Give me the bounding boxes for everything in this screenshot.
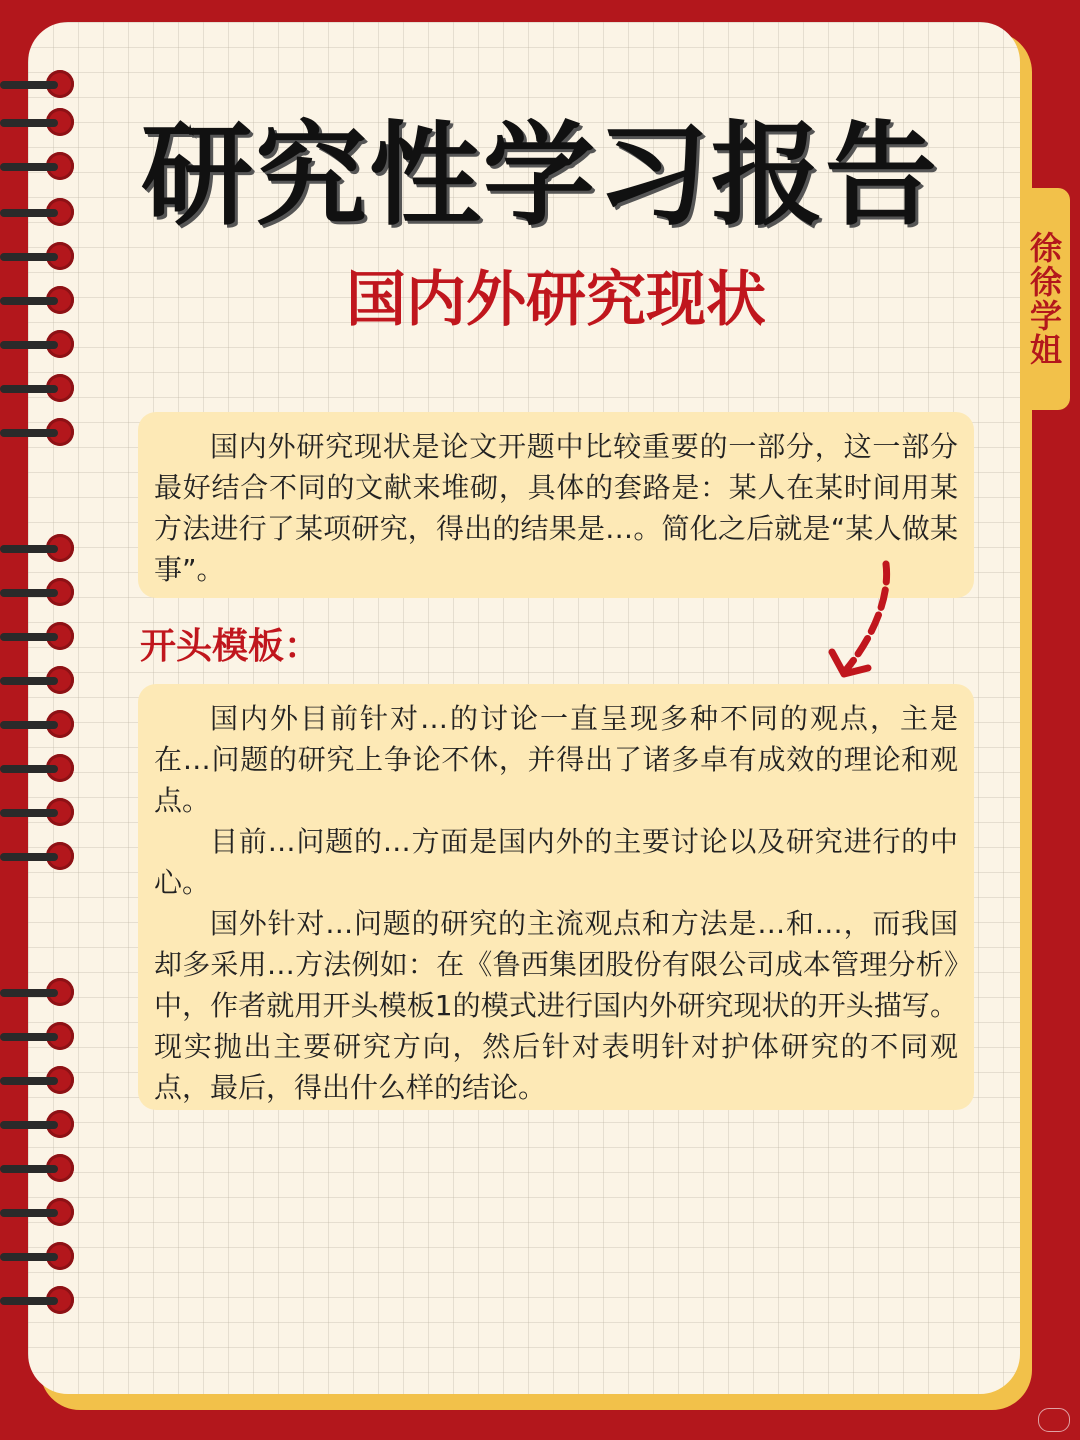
binding-ring [0, 576, 80, 608]
intro-text: 国内外研究现状是论文开题中比较重要的一部分，这一部分最好结合不同的文献来堆砌，具体的套路是：某人在某时间用某方法进行了某项研究，得出的结果是…。简化之后就是“某人做某事”。 [154, 430, 958, 586]
dashed-curved-arrow-icon [824, 556, 904, 686]
binding-wire [0, 545, 58, 553]
binding-wire [0, 429, 58, 437]
binding-wire [0, 721, 58, 729]
binding-ring [0, 1196, 80, 1228]
binding-ring [0, 796, 80, 828]
binding-wire [0, 633, 58, 641]
binding-ring [0, 532, 80, 564]
binding-wire [0, 989, 58, 997]
page-subtitle: 国内外研究现状 [346, 265, 766, 335]
author-name: 徐徐学姐 [1025, 231, 1063, 367]
binding-ring [0, 664, 80, 696]
binding-wire [0, 853, 58, 861]
binding-ring [0, 1108, 80, 1140]
binding-ring [0, 976, 80, 1008]
binding-wire [0, 1165, 58, 1173]
binding-ring [0, 840, 80, 872]
binding-ring [0, 372, 80, 404]
template-paragraph: 国内外目前针对…的讨论一直呈现多种不同的观点，主是在…问题的研究上争论不休，并得出了诸多卓有成效的理论和观点。 [154, 702, 958, 817]
binding-wire [0, 589, 58, 597]
template-paragraph: 目前…问题的…方面是国内外的主要讨论以及研究进行的中心。 [154, 825, 958, 899]
binding-ring [0, 416, 80, 448]
binding-wire [0, 1253, 58, 1261]
binding-wire [0, 809, 58, 817]
binding-ring [0, 1020, 80, 1052]
binding-ring [0, 620, 80, 652]
binding-ring [0, 1064, 80, 1096]
binding-wire [0, 341, 58, 349]
binding-wire [0, 765, 58, 773]
binding-wire [0, 1033, 58, 1041]
binding-ring [0, 1284, 80, 1316]
binding-ring [0, 752, 80, 784]
watermark-badge [1038, 1408, 1070, 1432]
binding-wire [0, 1121, 58, 1129]
binding-ring [0, 1152, 80, 1184]
page-title: 研究性学习报告 [141, 111, 939, 241]
binding-wire [0, 677, 58, 685]
section-label: 开头模板： [140, 626, 321, 667]
binding-ring [0, 708, 80, 740]
binding-wire [0, 1209, 58, 1217]
binding-wire [0, 1297, 58, 1305]
binding-ring [0, 1240, 80, 1272]
binding-wire [0, 1077, 58, 1085]
binding-wire [0, 385, 58, 393]
template-box [138, 684, 974, 1110]
template-paragraph: 国外针对…问题的研究的主流观点和方法是…和…，而我国却多采用…方法例如：在《鲁西集团股份有限公司成本管理分析》中，作者就用开头模板1的模式进行国内外研究现状的开头描写。现实抛出主要研究方向，然后针对表明针对护体研究的不同观点，最后，得出什么样的结论。 [154, 907, 958, 1104]
